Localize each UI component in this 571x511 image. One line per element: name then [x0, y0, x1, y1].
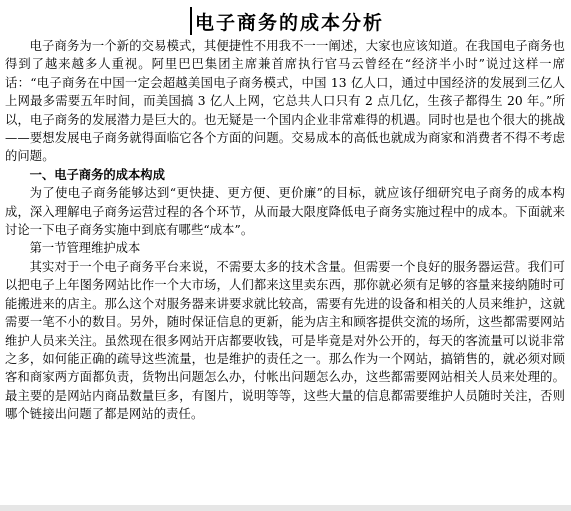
intro-paragraph: 电子商务为一个新的交易模式，其便捷性不用我不一一阐述，大家也应该知道。在我国电子商务也得到了越来越多人重视。阿里巴巴集团主席兼首席执行官马云曾经在“经济半小时”说过这样一席话：“电子商务在中国一定会超越美国电子商务模式，中国 13 亿人口，通过中国经济的发展到三亿人上网最多需要五年时间，而美国搞 3 亿人上网，它总共人口只有 2 点几亿，生孩子都得生 20 年。”所以，电子商务的发展潜力是巨大的。也无疑是一个国内企业非常难得的机遇。同时也是也个很大的挑战——要想发展电子商务就得面临它各个方面的问题。交易成本的高低也就成为商家和消费者不得不考虑的问题。 [5, 39, 565, 164]
document-title: 电子商务的成本分析 [195, 12, 385, 34]
section-paragraph-cost-structure: 为了使电子商务能够达到“更快捷、更方便、更价廉”的目标，就应该仔细研究电子商务的成本构成，深入理解电子商务运营过程的各个环节，从而最大限度降低电子商务实施过程中的成本。下面就来讨论一下电子商务实施中到底有哪些“成本”。 [5, 186, 565, 238]
text-cursor [190, 7, 192, 35]
subsection-heading-maintenance: 第一节管理维护成本 [29, 241, 141, 256]
title-row [5, 7, 565, 37]
subsection-paragraph-maintenance: 其实对于一个电子商务平台来说，不需要太多的技术含量。但需要一个良好的服务器运营。我们可以把电子上年图务网站比作一个大市场，人们都来这里卖东西，那你就必须有足够的容量来接纳随时可能搬进来的店主。那么这个对服务器来讲要求就比较高，需要有先进的设备和相关的人员来维护，这就需要一笔不小的数目。另外，随时保证信息的更新，能为店主和顾客提供交流的场所，这些都需要网站维护人员来关注。虽然现在很多网站开店都要收钱，可是毕竟是对外公开的，每天的客流量可以说非常之多，如何能正确的疏导这些流量，也是维护的责任之一。那么作为一个网站，搞销售的，就必须对顾客和商家两方面都负责，货物出问题怎么办，付帐出问题怎么办，这些都需要网站相关人员来处理的。最主要的是网站内商品数量巨多，有图片，说明等等，这些大量的信息都需要维护人员随时关注，否则哪个链接出问题了都是网站的责任。 [5, 259, 565, 422]
section-heading-cost-structure: 一、电子商务的成本构成 [29, 166, 165, 182]
bottom-scroll-strip [0, 505, 571, 511]
